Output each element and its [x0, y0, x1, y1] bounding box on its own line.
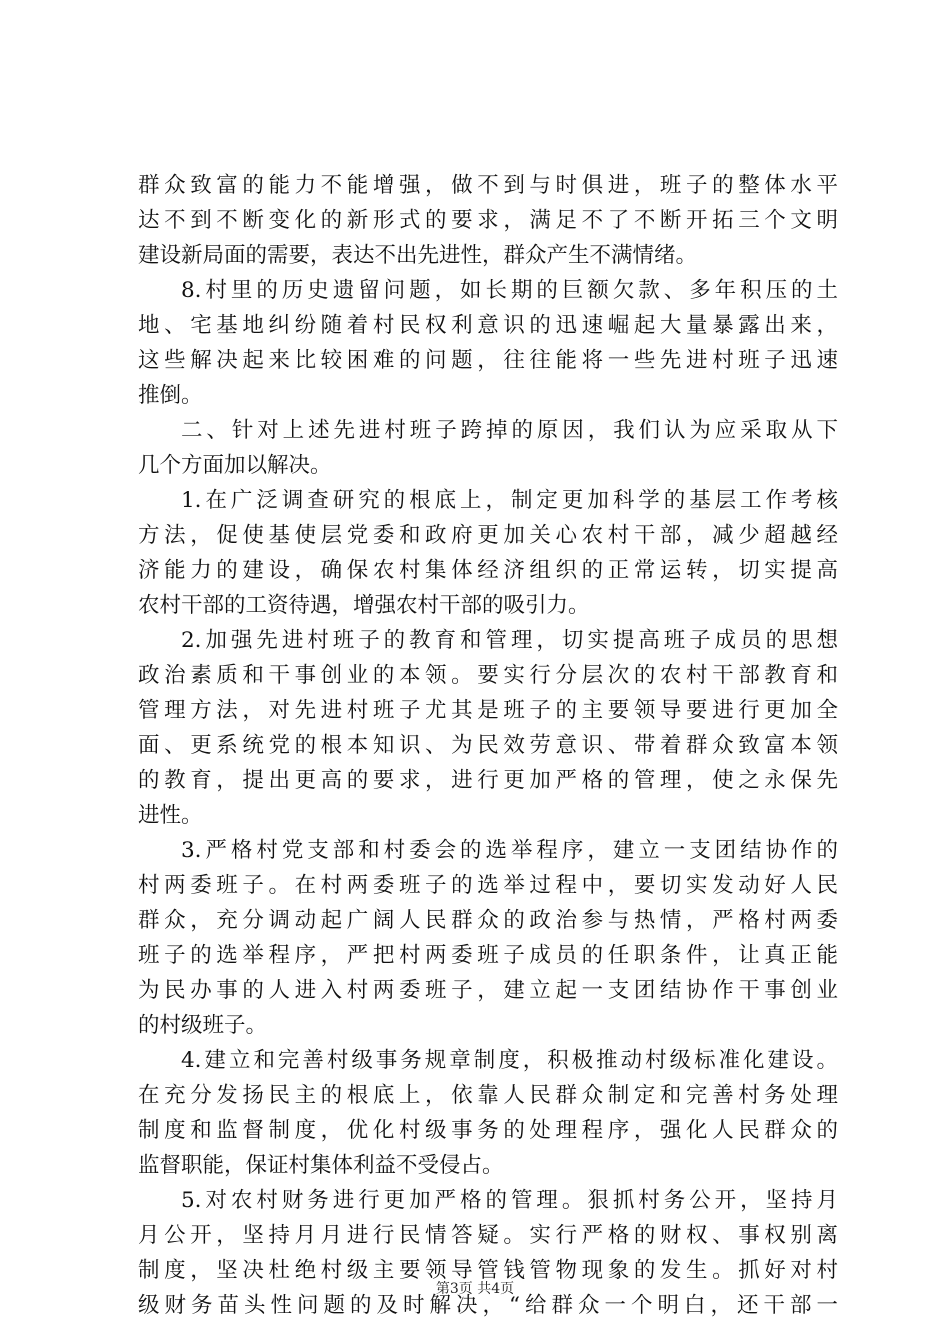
- text-line: 面、更系统党的根本知识、为民效劳意识、带着群众致富本领: [138, 733, 838, 758]
- text-line: 月公开，坚持月月进行民情答疑。实行严格的财权、事权别离: [138, 1223, 838, 1248]
- text-line: 为民办事的人进入村两委班子，建立起一支团结协作干事创业: [138, 978, 838, 1003]
- text-line: 制度，坚决杜绝村级主要领导管钱管物现象的发生。抓好对村: [138, 1258, 838, 1283]
- text-line: 管理方法，对先进村班子尤其是班子的主要领导要进行更加全: [138, 698, 838, 723]
- text-line: 2.加强先进村班子的教育和管理，切实提高班子成员的思想: [181, 628, 838, 653]
- section-heading-line: 几个方面加以解决。: [138, 453, 332, 478]
- text-line: 方法，促使基使层党委和政府更加关心农村干部，减少超越经: [138, 523, 838, 548]
- text-line: 达不到不断变化的新形式的要求，满足不了不断开拓三个文明: [138, 208, 838, 233]
- text-line: 群众，充分调动起广阔人民群众的政治参与热情，严格村两委: [138, 908, 838, 933]
- text-line: 推倒。: [138, 383, 203, 408]
- text-line: 制度和监督制度，优化村级事务的处理程序，强化人民群众的: [138, 1118, 838, 1143]
- text-line: 的教育，提出更高的要求，进行更加严格的管理，使之永保先: [138, 768, 838, 793]
- text-line: 监督职能，保证村集体利益不受侵占。: [138, 1153, 504, 1178]
- body-text: [138, 168, 838, 1323]
- text-line: 村两委班子。在村两委班子的选举过程中，要切实发动好人民: [138, 873, 838, 898]
- text-line: 级财务苗头性问题的及时解决，“给群众一个明白，还干部一: [138, 1293, 838, 1318]
- text-line: 4.建立和完善村级事务规章制度，积极推动村级标准化建设。: [181, 1048, 838, 1073]
- text-line: 进性。: [138, 803, 203, 828]
- text-line: 地、宅基地纠纷随着村民权利意识的迅速崛起大量暴露出来，: [138, 313, 838, 338]
- text-line: 的村级班子。: [138, 1013, 268, 1038]
- section-heading-line: 二、针对上述先进村班子跨掉的原因，我们认为应采取从下: [181, 418, 838, 443]
- text-line: 农村干部的工资待遇，增强农村干部的吸引力。: [138, 593, 590, 618]
- text-line: 在充分发扬民主的根底上，依靠人民群众制定和完善村务处理: [138, 1083, 838, 1108]
- text-line: 1.在广泛调查研究的根底上，制定更加科学的基层工作考核: [181, 488, 838, 513]
- text-line: 这些解决起来比较困难的问题，往往能将一些先进村班子迅速: [138, 348, 838, 373]
- text-line: 群众致富的能力不能增强，做不到与时俱进，班子的整体水平: [138, 173, 838, 198]
- text-line: 8.村里的历史遗留问题，如长期的巨额欠款、多年积压的土: [181, 278, 838, 303]
- text-line: 建设新局面的需要，表达不出先进性，群众产生不满情绪。: [138, 243, 698, 268]
- text-line: 3.严格村党支部和村委会的选举程序，建立一支团结协作的: [181, 838, 838, 863]
- page-footer: 第3页 共4页: [435, 1281, 515, 1297]
- text-line: 班子的选举程序，严把村两委班子成员的任职条件，让真正能: [138, 943, 838, 968]
- text-line: 政治素质和干事创业的本领。要实行分层次的农村干部教育和: [138, 663, 838, 688]
- text-line: 5.对农村财务进行更加严格的管理。狠抓村务公开，坚持月: [181, 1188, 838, 1213]
- text-line: 济能力的建设，确保农村集体经济组织的正常运转，切实提高: [138, 558, 838, 583]
